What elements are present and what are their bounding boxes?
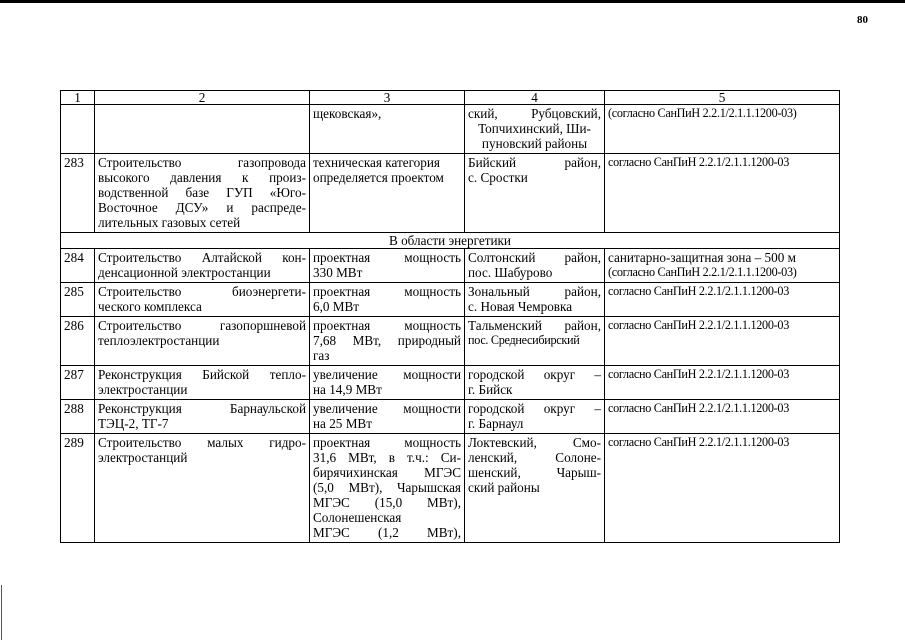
characteristics-cell <box>310 283 465 317</box>
characteristics-line: (5,0 МВт), Чарышская <box>313 480 461 495</box>
table-row <box>61 434 840 543</box>
location-cell <box>465 317 605 366</box>
row-number: 284 <box>61 249 95 283</box>
zone-cell <box>605 366 840 400</box>
location-line: Локтевский, Смо- <box>468 435 601 450</box>
row-number <box>61 105 95 154</box>
characteristics-cell <box>310 434 465 543</box>
location-line: ский, Рубцовский, <box>468 106 601 121</box>
characteristics-line: щековская», <box>313 106 382 121</box>
row-number: 285 <box>61 283 95 317</box>
row-number: 283 <box>61 154 95 233</box>
object-name-cell <box>95 434 310 543</box>
location-line: городской округ – <box>468 367 601 382</box>
location-line: Солтонский район, <box>468 250 601 265</box>
object-name-cell <box>95 400 310 434</box>
zone-cell <box>605 105 840 154</box>
location-cell <box>465 154 605 233</box>
top-border-rule <box>0 0 905 3</box>
objects-table <box>60 90 840 543</box>
zone-line: согласно СанПиН 2.2.1/2.1.1.1200-03 <box>608 435 789 449</box>
table-row <box>61 105 840 154</box>
object-name-cell <box>95 154 310 233</box>
object-name-line: электростанции <box>98 382 188 397</box>
characteristics-line: бирячихинская МГЭС <box>313 465 461 480</box>
object-name-line: теплоэлектростанции <box>98 333 220 348</box>
characteristics-line: на 25 МВт <box>313 416 372 431</box>
object-name-cell <box>95 249 310 283</box>
location-line: пуновский районы <box>481 136 588 151</box>
zone-cell <box>605 154 840 233</box>
characteristics-cell <box>310 154 465 233</box>
scan-edge-line <box>1 585 2 640</box>
characteristics-cell <box>310 105 465 154</box>
column-number-row <box>61 91 840 105</box>
table-row <box>61 366 840 400</box>
object-name-line: водственной базе ГУП «Юго- <box>98 185 306 200</box>
characteristics-line: проектная мощность <box>313 318 461 333</box>
location-line: городской округ – <box>468 401 601 416</box>
characteristics-line: увеличение мощности <box>313 367 461 382</box>
object-name-line: высокого давления к произ- <box>98 170 306 185</box>
location-line: Тальменский район, <box>468 318 601 333</box>
location-line: с. Новая Чемровка <box>468 299 573 314</box>
row-number: 288 <box>61 400 95 434</box>
zone-cell <box>605 283 840 317</box>
table-row <box>61 154 840 233</box>
object-name-line: Реконструкция Барнаульской <box>98 401 306 416</box>
location-cell <box>465 283 605 317</box>
characteristics-line: 6,0 МВт <box>313 299 360 314</box>
zone-cell <box>605 400 840 434</box>
zone-line: согласно СанПиН 2.2.1/2.1.1.1200-03 <box>608 284 789 298</box>
object-name-cell <box>95 283 310 317</box>
characteristics-line: МГЭС (15,0 МВт), <box>313 495 461 510</box>
location-line: Бийский район, <box>468 155 601 170</box>
location-cell <box>465 366 605 400</box>
row-number: 289 <box>61 434 95 543</box>
table-row <box>61 400 840 434</box>
table-row <box>61 283 840 317</box>
location-line: ский районы <box>468 480 540 495</box>
zone-line: согласно СанПиН 2.2.1/2.1.1.1200-03 <box>608 367 789 381</box>
section-row <box>61 233 840 249</box>
characteristics-cell <box>310 317 465 366</box>
object-name-line: Строительство газопоршневой <box>98 318 306 333</box>
location-line: ленский, Солоне- <box>468 450 601 465</box>
object-name-line: Строительство малых гидро- <box>98 435 306 450</box>
column-number: 2 <box>95 91 310 105</box>
object-name-line: лительных газовых сетей <box>98 215 241 230</box>
location-line: г. Барнаул <box>468 416 524 431</box>
object-name-line: Строительство газопровода <box>98 155 306 170</box>
column-number: 3 <box>310 91 465 105</box>
section-title: В области энергетики <box>61 233 840 249</box>
zone-line: согласно СанПиН 2.2.1/2.1.1.1200-03 <box>608 318 789 332</box>
column-number: 5 <box>605 91 840 105</box>
object-name-line: Строительство Алтайской кон- <box>98 250 306 265</box>
zone-cell <box>605 317 840 366</box>
characteristics-line: техническая категория <box>313 155 440 170</box>
characteristics-line: 31,6 МВт, в т.ч.: Си- <box>313 450 461 465</box>
characteristics-cell <box>310 249 465 283</box>
location-cell <box>465 434 605 543</box>
characteristics-line: проектная мощность <box>313 284 461 299</box>
location-line: шенский, Чарыш- <box>468 465 601 480</box>
characteristics-line: газ <box>313 348 330 363</box>
row-number: 286 <box>61 317 95 366</box>
zone-cell <box>605 434 840 543</box>
object-name-line: денсационной электростанции <box>98 265 271 280</box>
page-number: 80 <box>857 14 868 26</box>
column-number: 1 <box>61 91 95 105</box>
characteristics-line: проектная мощность <box>313 250 461 265</box>
zone-line: согласно СанПиН 2.2.1/2.1.1.1200-03 <box>608 155 789 169</box>
location-cell <box>465 105 605 154</box>
location-line: пос. Шабурово <box>468 265 553 280</box>
characteristics-line: 7,68 МВт, природный <box>313 333 461 348</box>
characteristics-line: МГЭС (1,2 МВт), <box>313 525 461 540</box>
object-name-line: Строительство биоэнергети- <box>98 284 306 299</box>
characteristics-line: Солонешенская <box>313 510 402 525</box>
object-name-line: Реконструкция Бийской тепло- <box>98 367 306 382</box>
object-name-line: электростанций <box>98 450 188 465</box>
characteristics-line: увеличение мощности <box>313 401 461 416</box>
characteristics-cell <box>310 366 465 400</box>
object-name-line: Восточное ДСУ» и распреде- <box>98 200 306 215</box>
object-name-line: ческого комплекса <box>98 299 202 314</box>
object-name-cell <box>95 105 310 154</box>
zone-cell <box>605 249 840 283</box>
object-name-cell <box>95 317 310 366</box>
location-cell <box>465 400 605 434</box>
location-line: Топчихинский, Ши- <box>478 121 591 136</box>
zone-line: санитарно-защитная зона – 500 м <box>608 250 796 265</box>
location-line: Зональный район, <box>468 284 601 299</box>
location-line: с. Сростки <box>468 170 528 185</box>
characteristics-line: определяется проектом <box>313 170 444 185</box>
table-row <box>61 249 840 283</box>
characteristics-line: на 14,9 МВт <box>313 382 382 397</box>
zone-line: (согласно СанПиН 2.2.1/2.1.1.1200-03) <box>608 106 797 120</box>
characteristics-cell <box>310 400 465 434</box>
column-number: 4 <box>465 91 605 105</box>
characteristics-line: 330 МВт <box>313 265 363 280</box>
location-cell <box>465 249 605 283</box>
location-line: г. Бийск <box>468 382 513 397</box>
location-line: пос. Среднесибирский <box>468 333 580 347</box>
object-name-line: ТЭЦ-2, ТГ-7 <box>98 416 169 431</box>
zone-line: (согласно СанПиН 2.2.1/2.1.1.1200-03) <box>608 265 797 279</box>
characteristics-line: проектная мощность <box>313 435 461 450</box>
zone-line: согласно СанПиН 2.2.1/2.1.1.1200-03 <box>608 401 789 415</box>
object-name-cell <box>95 366 310 400</box>
table-row <box>61 317 840 366</box>
row-number: 287 <box>61 366 95 400</box>
